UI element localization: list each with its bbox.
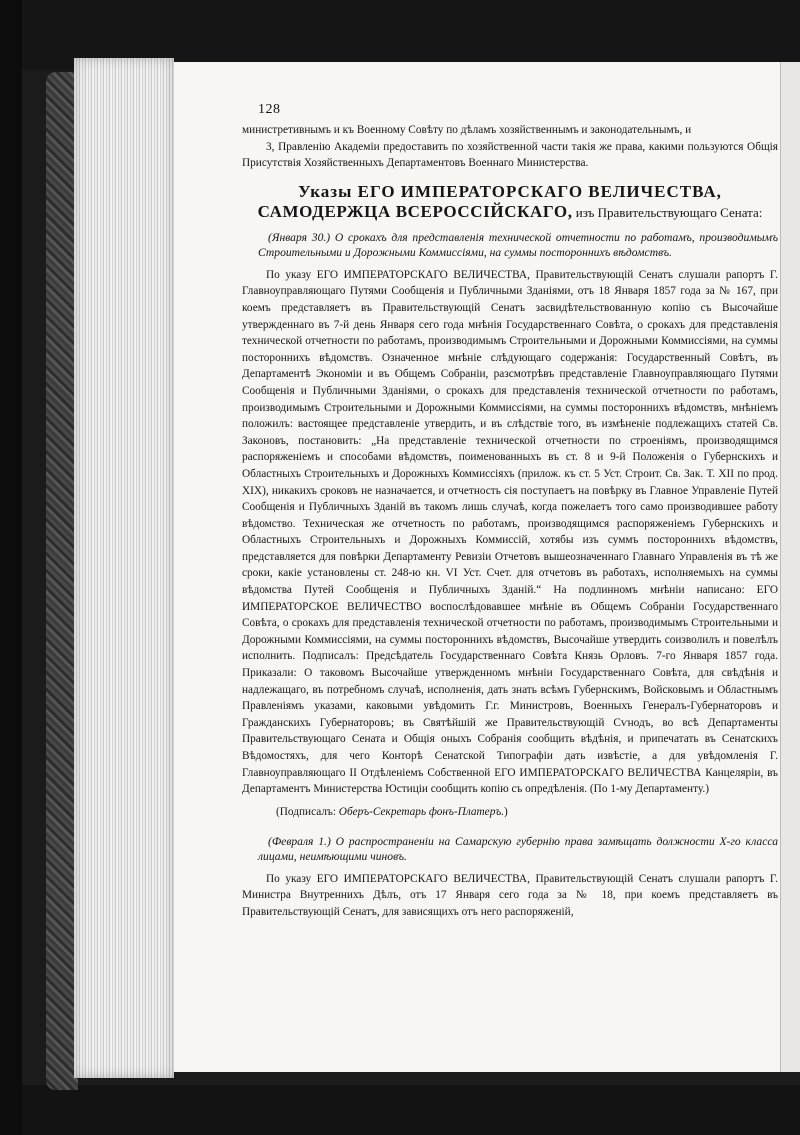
signature-close: ) — [504, 805, 508, 818]
decree2-heading: (Февраля 1.) О распространеніи на Самарскую губернію права замѣщать должности Х-го класса лицами, неимѣющими чиновъ. — [258, 834, 778, 864]
scan-shadow-left — [0, 0, 22, 1135]
decree1-signature — [276, 804, 778, 820]
section-title-line2 — [242, 202, 778, 222]
decree1-body: По указу ЕГО ИМПЕРАТОРСКАГО ВЕЛИЧЕСТВА, Правительствующій Сенатъ слушали рапортъ Г. Главноуправляющаго Путями Сообщенія и Публичными Зданіями, отъ 18 Января 1857 года за № 167, при коемъ представляетъ въ Правительствующій Сенатъ засвидѣтельствованную копію съ Высочайше утвержденнаго въ 7-й день Января сего года мнѣнія Государственнаго Совѣта, о срокахъ для представленія технической отчетности по работамъ, производимымъ Строительными и Дорожными Коммиссіями, на суммы постороннихъ вѣдомствъ. Означенное мнѣніе слѣдующаго содержанія: Государственный Совѣтъ, въ Департаментѣ Экономіи и въ Общемъ Собраніи, разсмотрѣвъ представленіе Главноуправляющаго Путями Сообщенія и Публичными Зданіями, о срокахъ для представленія технической отчетности по работамъ, производимымъ Строительными и Дорожными Коммиссіями, на суммы постороннихъ вѣдомствъ, мнѣніемъ положилъ: вастоящее представленіе утвердить, и въ слѣдствіе того, въ измѣненіе подлежащихъ статей Св. Законовъ, постановить: „На представленіе технической отчетности по строеніямъ, производящимся распоряженіемъ и способами вѣдомствъ, поименованныхъ въ ст. 8 и 9-й Положенія о Губернскихъ и Областныхъ Строительныхъ и Дорожныхъ Коммиссіяхъ (прилож. къ ст. 5 Уст. Строит. Св. Зак. Т. XII по прод. XIX), никакихъ сроковъ не назначается, и отчетность сія поступаетъ на повѣрку въ Главное Управленіе Путей Сообщенія и Публичныхъ Зданій въ такомъ лишь случаѣ, когда пожелаетъ того само производившее работу вѣдомство. Техническая же отчетность по работамъ, производящимся распоряженіемъ Губернскихъ и Областныхъ Строительныхъ и Дорожныхъ Коммиссій, хотябы изъ суммъ постороннихъ вѣдомствъ, представляется для повѣрки Департаменту Ревизіи Отчетовъ вышеозначеннаго Главнаго Управленія въ тѣ же сроки, какіе установлены ст. 248-ю кн. VI Уст. Счет. для отчетовъ въ работахъ, исполняемыхъ на суммы вѣдомства Путей Сообщенія и Публичныхъ Зданій.“ На подлинномъ мнѣніи написано: ЕГО ИМПЕРАТОРСКОЕ ВЕЛИЧЕСТВО воспослѣдовавшее мнѣніе въ Общемъ Собраніи Государственнаго Совѣта, о срокахъ для представленія технической отчетности по работамъ, производимымъ Строительными и Дорожными Коммиссіями, на суммы постороннихъ вѣдомствъ, Высочайше утвердить соизволилъ и повелѣлъ исполнить. Подписалъ: Предсѣдатель Государственнаго Совѣта Князь Орловъ. 7-го Января 1857 года. Приказали: О таковомъ Высочайше утвержденномъ мнѣніи Государственнаго Совѣта, для свѣдѣнія и надлежащаго, въ потребномъ случаѣ, исполненія, дать знать всѣмъ Губернскимъ, Войсковымъ и Областнымъ Правленіямъ указами, каковыми увѣдомить Г.г. Министровъ, Военныхъ Генералъ-Губернаторовъ и Гражданскихъ Губернаторовъ; въ Святѣйшій же Правительствующій Сѵнодъ, во всѣ Департаменты Правительствующаго Сената и Общія оныхъ Собранія сообщить вѣдѣнія, и припечатать въ Сенатскихъ Вѣдомостяхъ, для чего Конторѣ Сенатской Типографіи дать извѣстіе, а для увѣдомленія Г. Главноуправляющаго II Отдѣленіемъ Собственной ЕГО ИМПЕРАТОРСКАГО ВЕЛИЧЕСТВА Канцеляріи, въ Департаментъ Министерства Юстиціи сообщить копію съ опредѣленія. (По 1-му Департаменту.) — [242, 268, 778, 796]
facing-page-edge — [780, 62, 800, 1072]
book-page — [174, 62, 780, 1072]
decree2-body: По указу ЕГО ИМПЕРАТОРСКАГО ВЕЛИЧЕСТВА, Правительствующій Сенатъ слушали рапортъ Г. Министра Внутреннихъ Дѣлъ, отъ 17 Января сего года за № 18, при коемъ представляетъ въ Правительствующій Сенатъ, для зависящихъ отъ него распоряженій, — [242, 872, 778, 918]
title-bold-part: САМОДЕРЖЦА ВСЕРОССІЙСКАГО, — [257, 201, 573, 221]
page-edges — [74, 58, 174, 1078]
paragraph-3: 3, Правленію Академіи предоставить по хозяйственной части такія же права, какими пользуются Общія Присутствія Хозяйственныхъ Департаментовъ Военнаго Министерства. — [242, 140, 778, 170]
continuation-paragraph: министретивнымъ и къ Военному Совѣту по дѣламъ хозяйственнымъ и законодательнымъ, и — [242, 124, 692, 136]
page-number: 128 — [258, 102, 281, 117]
title-rest-part: изъ Правительствующаго Сената: — [572, 204, 763, 220]
section-title-line1: Указы ЕГО ИМПЕРАТОРСКАГО ВЕЛИЧЕСТВА, — [298, 181, 722, 201]
decree1-heading: (Января 30.) О срокахъ для представленія технической отчетности по работамъ, производимымъ Строительными и Дорожными Коммиссіями, на суммы постороннихъ вѣдомствъ. — [258, 230, 778, 260]
page-text — [242, 102, 778, 921]
signature-name: Оберъ-Секретарь фонъ-Платеръ. — [338, 805, 505, 818]
signature-label: (Подписалъ: — [276, 805, 339, 818]
scan-background-bottom — [0, 1085, 800, 1135]
